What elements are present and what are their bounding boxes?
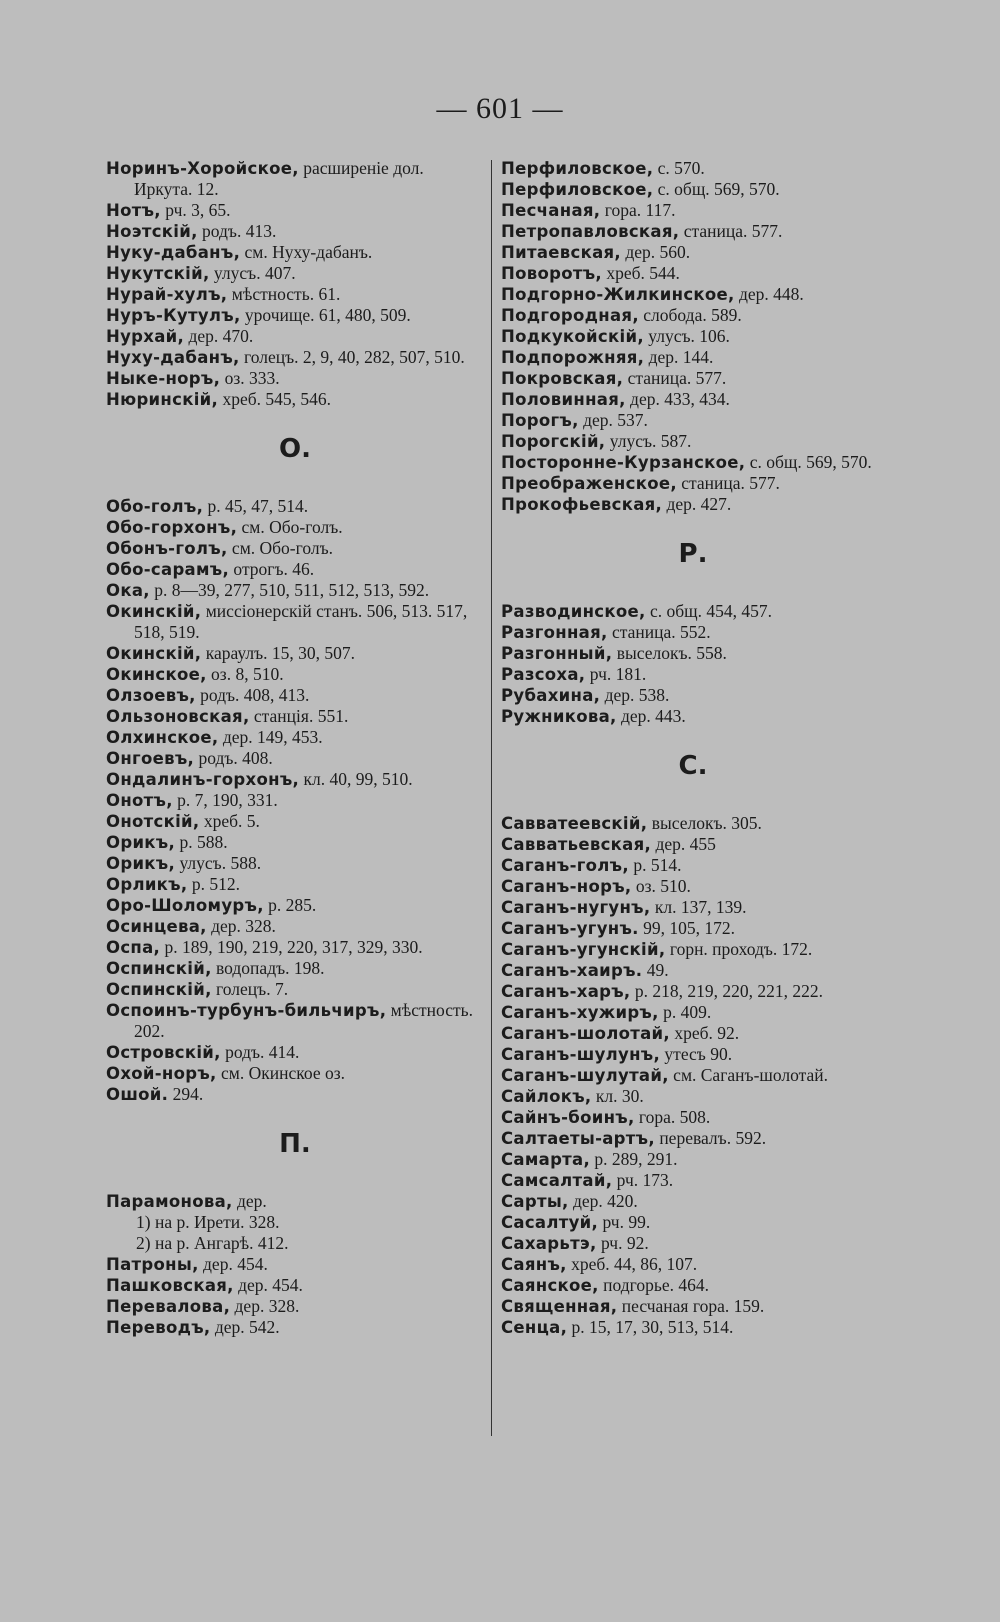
entry-text: оз. 333. [220, 368, 280, 388]
entry-text: песчаная гора. 159. [617, 1296, 765, 1316]
entry-text: р. 514. [628, 855, 682, 875]
index-entry [501, 643, 885, 664]
entry-headword: Осинцева, [106, 917, 207, 936]
entry-headword: Олзоевъ, [106, 686, 196, 705]
entry-text: хреб. 44, 86, 107. [566, 1254, 698, 1274]
entry-headword: Саянъ, [501, 1255, 567, 1274]
entry-headword: Сенца, [501, 1318, 568, 1337]
entry-headword: Онотскій, [106, 812, 200, 831]
entry-headword: Оспа, [106, 938, 161, 957]
index-entry [501, 263, 885, 284]
index-entry [501, 981, 885, 1002]
index-entry [501, 284, 885, 305]
entry-text: р. 285. [263, 895, 317, 915]
index-entry [106, 1191, 484, 1212]
entry-text: р. 8—39, 277, 510, 511, 512, 513, 592. [149, 580, 430, 600]
entry-text: рч. 181. [585, 664, 647, 684]
index-subentry: 1) на р. Ирети. 328. [136, 1212, 280, 1232]
entry-text: рч. 3, 65. [160, 200, 231, 220]
index-entry [501, 368, 885, 389]
entry-text: дер. [232, 1191, 267, 1211]
entry-text: см. Окинское оз. [216, 1063, 346, 1083]
index-entry [501, 1065, 885, 1086]
entry-text: родъ. 408, 413. [195, 685, 310, 705]
index-entry [106, 706, 484, 727]
index-entry [501, 179, 885, 200]
entry-headword: Ользоновская, [106, 707, 250, 726]
index-entry [501, 939, 885, 960]
entry-text: дер. 433, 434. [625, 389, 730, 409]
entry-text: станица. 577. [623, 368, 727, 388]
entry-text: р. 45, 47, 514. [203, 496, 309, 516]
entry-headword: Саганъ-шулутай, [501, 1066, 669, 1085]
entry-text: станица. 577. [676, 473, 780, 493]
entry-headword: Нуху-дабанъ, [106, 348, 240, 367]
index-entry [501, 242, 885, 263]
entry-text: дер. 328. [230, 1296, 300, 1316]
entry-headword: Священная, [501, 1297, 618, 1316]
entry-headword: Нурхай, [106, 327, 185, 346]
index-entry [106, 643, 484, 664]
entry-text: дер. 454. [233, 1275, 303, 1295]
entry-headword: Сайнъ-боинъ, [501, 1108, 635, 1127]
index-entry [501, 622, 885, 643]
entry-text: кл. 30. [591, 1086, 644, 1106]
index-entry [106, 242, 484, 263]
index-entry [106, 601, 484, 643]
entry-text: улусъ. 106. [643, 326, 730, 346]
entry-text: хреб. 5. [199, 811, 260, 831]
index-entry [106, 664, 484, 685]
index-entry [501, 855, 885, 876]
entry-headword: Обонъ-голъ, [106, 539, 228, 558]
entry-headword: Онотъ, [106, 791, 173, 810]
index-entry [106, 305, 484, 326]
entry-headword: Саганъ-харъ, [501, 982, 631, 1001]
index-entry [106, 1296, 484, 1317]
entry-text: дер. 427. [662, 494, 732, 514]
index-entry [501, 1149, 885, 1170]
entry-headword: Разгонная, [501, 623, 608, 642]
index-entry [106, 1275, 484, 1296]
index-entry [501, 918, 885, 939]
entry-text: хреб. 545, 546. [218, 389, 332, 409]
entry-headword: Петропавловская, [501, 222, 680, 241]
entry-headword: Оро-Шоломуръ, [106, 896, 264, 915]
entry-text: с. 570. [653, 158, 705, 178]
index-entry [106, 769, 484, 790]
index-entry [501, 431, 885, 452]
entry-text: мѣстность. 202. [134, 1000, 473, 1041]
entry-headword: Перфиловское, [501, 159, 654, 178]
entry-text: см. Обо-голъ. [237, 517, 343, 537]
index-entry [501, 1023, 885, 1044]
entry-text: урочище. 61, 480, 509. [240, 305, 411, 325]
index-entry [501, 876, 885, 897]
index-entry [501, 1296, 885, 1317]
entry-headword: Саганъ-шулунъ, [501, 1045, 661, 1064]
index-entry [106, 748, 484, 769]
entry-headword: Перфиловское, [501, 180, 654, 199]
index-entry [501, 1002, 885, 1023]
index-entry [106, 895, 484, 916]
entry-text: с. общ. 454, 457. [645, 601, 772, 621]
entry-headword: Саганъ-нугунъ, [501, 898, 651, 917]
entry-headword: Разводинское, [501, 602, 646, 621]
index-entry [106, 1254, 484, 1275]
entry-headword: Савватьевская, [501, 835, 652, 854]
entry-text: 49. [642, 960, 669, 980]
entry-headword: Саянское, [501, 1276, 599, 1295]
index-entry [106, 347, 484, 368]
index-entry [106, 1317, 484, 1338]
entry-text: р. 512. [187, 874, 240, 894]
entry-text: дер. 538. [600, 685, 670, 705]
index-entry [106, 368, 484, 389]
entry-text: см. Саганъ-шолотай. [668, 1065, 829, 1085]
entry-text: миссіонерскій станъ. 506, 513. 517, 518, 519. [134, 601, 468, 642]
entry-headword: Ондалинъ-горхонъ, [106, 770, 300, 789]
entry-headword: Подгородная, [501, 306, 639, 325]
section-heading: С. [678, 751, 708, 781]
entry-headword: Подпорожняя, [501, 348, 645, 367]
entry-text: см. Нуху-дабанъ. [240, 242, 373, 262]
entry-headword: Сарты, [501, 1192, 569, 1211]
index-entry [501, 452, 885, 473]
entry-text: мѣстность. 61. [227, 284, 341, 304]
index-entry [106, 326, 484, 347]
index-entry [501, 1275, 885, 1296]
entry-text: родъ. 408. [194, 748, 273, 768]
entry-text: 99, 105, 172. [638, 918, 735, 938]
entry-text: станица. 552. [607, 622, 711, 642]
entry-headword: Орикъ, [106, 854, 176, 873]
right-column [501, 158, 885, 1338]
index-entry [501, 305, 885, 326]
entry-text: утесъ 90. [660, 1044, 733, 1064]
entry-headword: Саганъ-хужиръ, [501, 1003, 659, 1022]
index-entry [106, 1063, 484, 1084]
index-entry [501, 1317, 885, 1338]
entry-headword: Саганъ-угунъ. [501, 919, 639, 938]
index-entry [106, 727, 484, 748]
entry-headword: Ошой. [106, 1085, 169, 1104]
index-entry [106, 790, 484, 811]
index-entry [501, 897, 885, 918]
entry-headword: Обо-горхонъ, [106, 518, 238, 537]
entry-headword: Переводъ, [106, 1318, 211, 1337]
entry-text: рч. 99. [598, 1212, 651, 1232]
entry-text: голецъ. 7. [211, 979, 289, 999]
entry-text: р. 7, 190, 331. [172, 790, 278, 810]
entry-text: оз. 510. [631, 876, 691, 896]
entry-text: дер. 328. [206, 916, 276, 936]
index-entry [501, 813, 885, 834]
entry-text: оз. 8, 510. [206, 664, 284, 684]
entry-text: гора. 508. [634, 1107, 711, 1127]
entry-headword: Подкукойскій, [501, 327, 644, 346]
entry-text: перевалъ. 592. [654, 1128, 767, 1148]
entry-text: дер. 420. [568, 1191, 638, 1211]
entry-headword: Ныке-норъ, [106, 369, 221, 388]
entry-headword: Саганъ-норъ, [501, 877, 632, 896]
left-column [106, 158, 484, 1338]
index-entry [106, 158, 484, 200]
entry-headword: Парамонова, [106, 1192, 233, 1211]
entry-headword: Нуку-дабанъ, [106, 243, 241, 262]
entry-headword: Самарта, [501, 1150, 591, 1169]
index-entry [501, 158, 885, 179]
index-entry [501, 494, 885, 515]
index-entry [501, 200, 885, 221]
entry-text: подгорье. 464. [598, 1275, 709, 1295]
index-entry [501, 1086, 885, 1107]
index-entry [106, 979, 484, 1000]
index-entry [106, 811, 484, 832]
entry-text: дер. 443. [616, 706, 686, 726]
index-subentry: 2) на р. Ангарѣ. 412. [136, 1233, 289, 1253]
entry-text: гора. 117. [600, 200, 676, 220]
index-entry [106, 916, 484, 937]
entry-text: выселокъ. 305. [647, 813, 762, 833]
index-entry [106, 559, 484, 580]
entry-headword: Перевалова, [106, 1297, 231, 1316]
index-entry [106, 284, 484, 305]
entry-headword: Окинскій, [106, 602, 202, 621]
index-entry [106, 263, 484, 284]
entry-headword: Нуръ-Кутулъ, [106, 306, 241, 325]
entry-text: дер. 470. [184, 326, 254, 346]
entry-text: дер. 455 [651, 834, 716, 854]
entry-headword: Песчаная, [501, 201, 601, 220]
index-entry [501, 706, 885, 727]
entry-headword: Савватеевскій, [501, 814, 648, 833]
entry-text: р. 289, 291. [590, 1149, 678, 1169]
index-entry [501, 601, 885, 622]
index-entry [106, 937, 484, 958]
entry-headword: Оспинскій, [106, 959, 212, 978]
entry-text: рч. 173. [612, 1170, 674, 1190]
index-entry [501, 221, 885, 242]
entry-headword: Оспинскій, [106, 980, 212, 999]
entry-text: р. 409. [658, 1002, 712, 1022]
entry-text: слобода. 589. [638, 305, 742, 325]
index-entry [501, 1128, 885, 1149]
section-heading: П. [279, 1129, 311, 1159]
entry-text: рч. 92. [596, 1233, 649, 1253]
index-entry [501, 960, 885, 981]
entry-headword: Разсоха, [501, 665, 586, 684]
entry-headword: Саганъ-угунскій, [501, 940, 666, 959]
index-entry [501, 1044, 885, 1065]
index-entry [106, 853, 484, 874]
entry-headword: Орликъ, [106, 875, 188, 894]
entry-headword: Окинское, [106, 665, 207, 684]
entry-headword: Ружникова, [501, 707, 617, 726]
index-entry [106, 685, 484, 706]
section-heading: О. [279, 434, 311, 464]
entry-text: дер. 560. [620, 242, 691, 262]
entry-text: улусъ. 588. [175, 853, 262, 873]
entry-text: р. 15, 17, 30, 513, 514. [567, 1317, 734, 1337]
entry-text: р. 189, 190, 219, 220, 317, 329, 330. [160, 937, 423, 957]
entry-text: родъ. 413. [197, 221, 277, 241]
index-entry [106, 221, 484, 242]
entry-text: с. общ. 569, 570. [653, 179, 780, 199]
entry-headword: Пашковская, [106, 1276, 234, 1295]
entry-headword: Нурай-хулъ, [106, 285, 228, 304]
index-entry [106, 580, 484, 601]
entry-text: дер. 144. [644, 347, 714, 367]
entry-headword: Саганъ-шолотай, [501, 1024, 670, 1043]
entry-headword: Онгоевъ, [106, 749, 195, 768]
entry-headword: Прокофьевская, [501, 495, 663, 514]
index-entry [501, 834, 885, 855]
index-entry [106, 496, 484, 517]
entry-text: караулъ. 15, 30, 507. [201, 643, 356, 663]
index-entry [106, 1042, 484, 1063]
index-entry [501, 1233, 885, 1254]
section-heading: Р. [678, 539, 708, 569]
page-number: — 601 — [436, 92, 564, 125]
entry-text: кл. 137, 139. [650, 897, 747, 917]
index-entry [501, 347, 885, 368]
entry-text: отрогъ. 46. [229, 559, 315, 579]
index-entry [501, 1107, 885, 1128]
entry-headword: Подгорно-Жилкинское, [501, 285, 735, 304]
entry-text: выселокъ. 558. [612, 643, 727, 663]
index-entry [501, 1191, 885, 1212]
entry-text: улусъ. 587. [605, 431, 692, 451]
entry-text: кл. 40, 99, 510. [299, 769, 413, 789]
entry-headword: Порогъ, [501, 411, 579, 430]
entry-headword: Охой-норъ, [106, 1064, 217, 1083]
entry-headword: Саганъ-хаиръ. [501, 961, 643, 980]
index-entry [501, 1254, 885, 1275]
entry-headword: Нукутскій, [106, 264, 210, 283]
entry-headword: Сасалтуй, [501, 1213, 599, 1232]
entry-headword: Рубахина, [501, 686, 601, 705]
index-entry [501, 326, 885, 347]
index-entry [106, 1084, 484, 1105]
entry-headword: Преображенское, [501, 474, 677, 493]
entry-headword: Обо-сарамъ, [106, 560, 230, 579]
index-entry [106, 958, 484, 979]
entry-headword: Обо-голъ, [106, 497, 204, 516]
index-entry [501, 389, 885, 410]
entry-headword: Сайлокъ, [501, 1087, 592, 1106]
entry-headword: Разгонный, [501, 644, 613, 663]
index-entry [501, 410, 885, 431]
entry-text: см. Обо-голъ. [227, 538, 334, 558]
entry-headword: Сахарьтэ, [501, 1234, 597, 1253]
index-entry [501, 664, 885, 685]
entry-headword: Салтаеты-артъ, [501, 1129, 655, 1148]
entry-text: дер. 448. [734, 284, 804, 304]
entry-headword: Поворотъ, [501, 264, 602, 283]
entry-headword: Покровская, [501, 369, 624, 388]
column-divider [491, 160, 492, 1436]
index-entry [106, 832, 484, 853]
entry-headword: Ноэтскій, [106, 222, 198, 241]
entry-text: дер. 454. [198, 1254, 268, 1274]
entry-text: расширеніе дол. Иркута. 12. [134, 158, 424, 199]
entry-text: дер. 149, 453. [218, 727, 323, 747]
entry-headword: Олхинское, [106, 728, 219, 747]
entry-text: дер. 537. [578, 410, 648, 430]
entry-text: хреб. 544. [602, 263, 680, 283]
entry-headword: Окинскій, [106, 644, 202, 663]
index-entry [106, 538, 484, 559]
entry-headword: Нюринскій, [106, 390, 219, 409]
index-entry [106, 874, 484, 895]
entry-headword: Орикъ, [106, 833, 176, 852]
entry-headword: Порогскій, [501, 432, 606, 451]
entry-text: р. 218, 219, 220, 221, 222. [630, 981, 824, 1001]
entry-text: хреб. 92. [669, 1023, 740, 1043]
entry-headword: Ока, [106, 581, 150, 600]
entry-headword: Половинная, [501, 390, 626, 409]
entry-headword: Саганъ-голъ, [501, 856, 629, 875]
entry-text: водопадъ. 198. [211, 958, 325, 978]
index-entry [106, 389, 484, 410]
entry-text: 294. [168, 1084, 204, 1104]
entry-headword: Островскій, [106, 1043, 221, 1062]
entry-text: родъ. 414. [220, 1042, 300, 1062]
index-entry [106, 1000, 484, 1042]
entry-headword: Патроны, [106, 1255, 199, 1274]
entry-headword: Оспоинъ-турбунъ-бильчиръ, [106, 1001, 387, 1020]
index-entry [106, 517, 484, 538]
entry-text: станица. 577. [679, 221, 783, 241]
entry-text: станція. 551. [249, 706, 349, 726]
index-entry [501, 473, 885, 494]
entry-text: с. общ. 569, 570. [745, 452, 872, 472]
entry-text: голецъ. 2, 9, 40, 282, 507, 510. [239, 347, 465, 367]
entry-text: горн. проходъ. 172. [665, 939, 813, 959]
index-entry [501, 1212, 885, 1233]
entry-headword: Нотъ, [106, 201, 161, 220]
entry-text: улусъ. 407. [209, 263, 296, 283]
index-entry [106, 200, 484, 221]
entry-headword: Норинъ-Хоройское, [106, 159, 299, 178]
entry-text: р. 588. [175, 832, 228, 852]
entry-headword: Самсалтай, [501, 1171, 613, 1190]
entry-headword: Питаевская, [501, 243, 621, 262]
entry-text: дер. 542. [210, 1317, 280, 1337]
entry-headword: Посторонне-Курзанское, [501, 453, 746, 472]
index-entry [501, 1170, 885, 1191]
index-entry [501, 685, 885, 706]
